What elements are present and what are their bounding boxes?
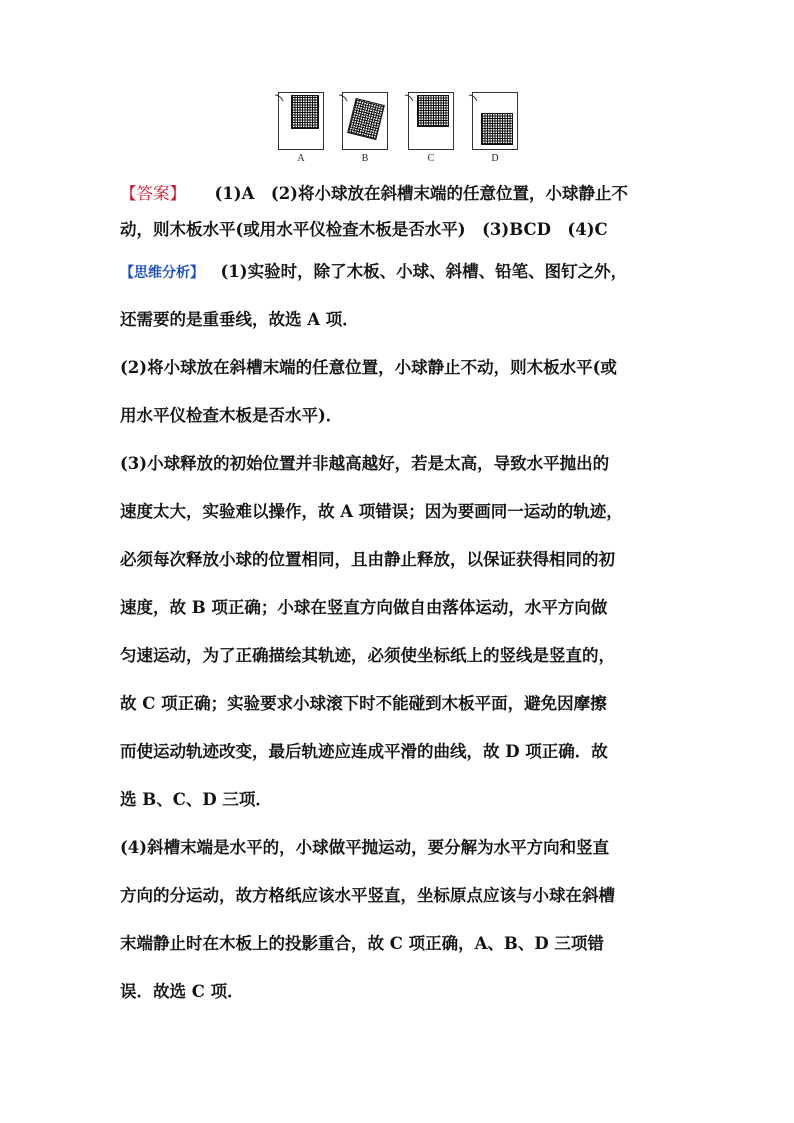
answer-tag: 【答案】 (120, 184, 186, 203)
analysis-line: 而使运动轨迹改变，最后轨迹应连成平滑的曲线，故 D 项正确．故 (120, 742, 608, 761)
chute-icon (337, 91, 351, 105)
option-label: C (427, 153, 435, 164)
option-d (472, 92, 518, 168)
analysis-line: (2)将小球放在斜槽末端的任意位置，小球静止不动，则木板水平(或 (120, 358, 617, 377)
option-b (342, 92, 388, 168)
analysis-line: 速度太大，实验难以操作，故 A 项错误；因为要画同一运动的轨迹， (120, 502, 623, 521)
analysis-line-1 (120, 260, 627, 285)
answer-line-1 (120, 182, 628, 206)
analysis-line: 末端静止时在木板上的投影重合，故 C 项正确，A、B、D 三项错 (120, 934, 604, 953)
analysis-line: 速度，故 B 项正确；小球在竖直方向做自由落体运动，水平方向做 (120, 598, 608, 617)
analysis-line: 匀速运动，为了正确描绘其轨迹，必须使坐标纸上的竖线是竖直的， (120, 646, 615, 665)
grid-paper (291, 95, 319, 129)
analysis-line: 还需要的是重垂线，故选 A 项． (120, 310, 359, 329)
analysis-text: (1)实验时，除了木板、小球、斜槽、铅笔、图钉之外， (220, 262, 628, 281)
grid-paper (481, 113, 513, 145)
answer-text-1: (1)A (2)将小球放在斜槽末端的任意位置，小球静止不 (214, 184, 628, 203)
analysis-line: (3)小球释放的初始位置并非越高越好，若是太高，导致水平抛出的 (120, 454, 610, 473)
option-label: B (361, 153, 369, 164)
option-a (278, 92, 324, 168)
chute-icon (403, 91, 417, 105)
option-c (408, 92, 454, 168)
chute-icon (467, 91, 481, 105)
analysis-tag: 【思维分析】 (120, 265, 204, 281)
answer-line-2 (120, 218, 608, 242)
board (472, 92, 518, 150)
answer-text-2: 动，则木板水平(或用水平仪检查木板是否水平) (3)BCD (4)C (120, 220, 608, 239)
grid-paper (347, 98, 385, 140)
board (408, 92, 454, 150)
chute-icon (273, 91, 287, 105)
grid-paper (417, 95, 449, 127)
analysis-line: (4)斜槽末端是水平的，小球做平抛运动，要分解为水平方向和竖直 (120, 838, 610, 857)
options-figure (270, 92, 530, 172)
analysis-line: 故 C 项正确；实验要求小球滚下时不能碰到木板平面，避免因摩擦 (120, 694, 607, 713)
analysis-line: 误．故选 C 项． (120, 982, 244, 1001)
board (342, 92, 388, 150)
board (278, 92, 324, 150)
option-label: A (297, 153, 305, 164)
analysis-line: 选 B、C、D 三项． (120, 790, 272, 809)
analysis-line: 方向的分运动，故方格纸应该水平竖直，坐标原点应该与小球在斜槽 (120, 886, 615, 905)
analysis-line: 必须每次释放小球的位置相同，且由静止释放，以保证获得相同的初 (120, 550, 615, 569)
analysis-line: 用水平仪检查木板是否水平)． (120, 406, 343, 425)
option-label: D (491, 153, 499, 164)
